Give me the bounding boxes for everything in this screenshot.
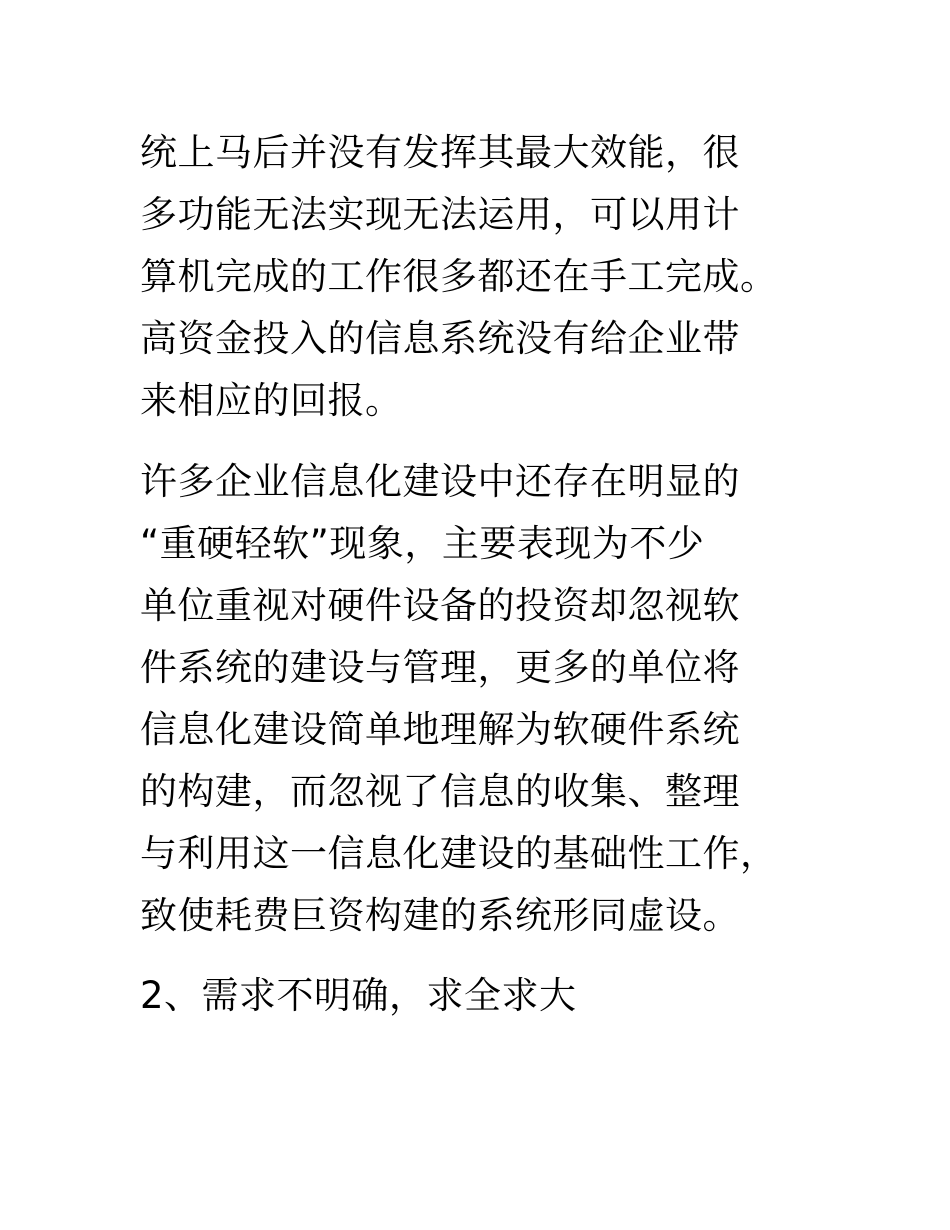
section-heading-2: 2、需求不明确，求全求大 <box>140 974 577 1017</box>
paragraph-2-line-2: “重硬轻软”现象，主要表现为不少 <box>140 522 705 565</box>
paragraph-2-line-1: 许多企业信息化建设中还存在明显的 <box>140 460 740 503</box>
paragraph-2-line-5: 信息化建设简单地理解为软硬件系统 <box>140 708 740 751</box>
paragraph-2-line-4: 件系统的建设与管理，更多的单位将 <box>140 646 740 689</box>
paragraph-2-line-8: 致使耗费巨资构建的系统形同虚设。 <box>140 894 740 937</box>
paragraph-1-line-5: 来相应的回报。 <box>140 379 403 422</box>
paragraph-2-line-3: 单位重视对硬件设备的投资却忽视软 <box>140 584 740 627</box>
paragraph-1-line-4: 高资金投入的信息系统没有给企业带 <box>140 317 740 360</box>
paragraph-2-line-7: 与利用这一信息化建设的基础性工作， <box>140 832 778 875</box>
paragraph-2-line-6: 的构建，而忽视了信息的收集、整理 <box>140 770 740 813</box>
paragraph-1-line-1: 统上马后并没有发挥其最大效能，很 <box>140 131 740 174</box>
paragraph-1-line-2: 多功能无法实现无法运用，可以用计 <box>140 193 740 236</box>
paragraph-1-line-3: 算机完成的工作很多都还在手工完成。 <box>140 255 778 298</box>
